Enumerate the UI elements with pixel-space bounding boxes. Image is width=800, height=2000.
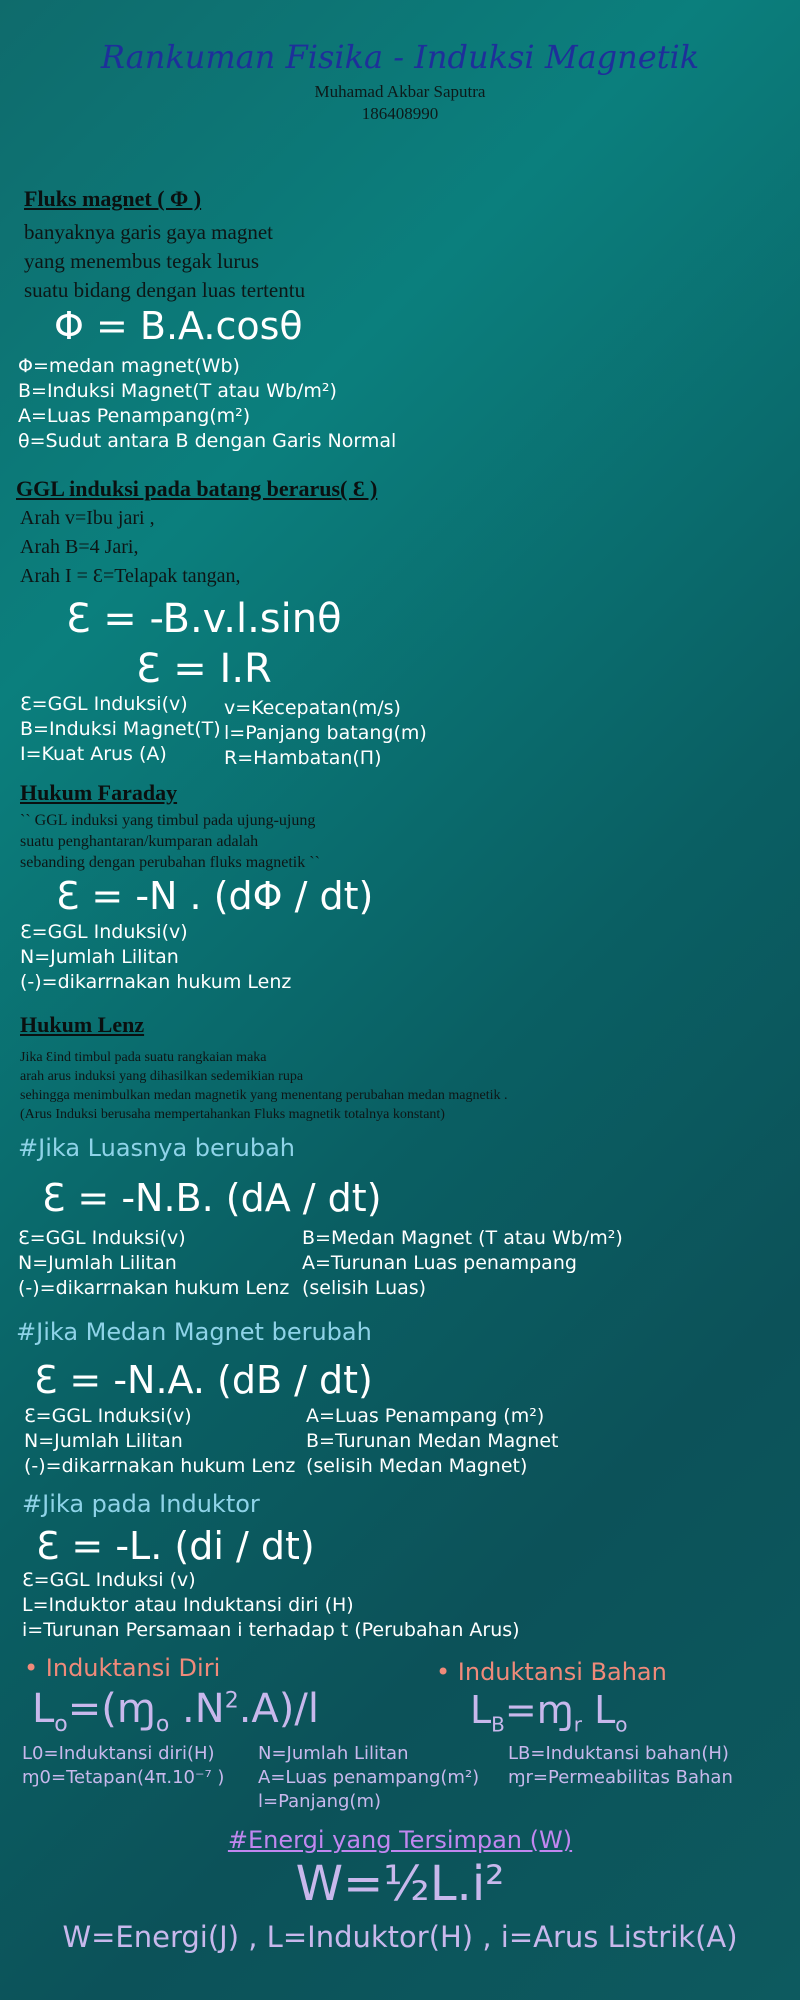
induktansi-diri-heading: • Induktansi Diri (24, 1654, 221, 1682)
induktansi-legend-col3 (508, 1742, 733, 1790)
ggl-legend-item: l=Panjang batang(m) (224, 722, 427, 744)
ggl-desc-line: Arah B=4 Jari, (20, 536, 139, 558)
faraday-desc-line: suatu penghantaran/kumparan adalah (20, 833, 259, 850)
induktansi-legend-item: ɱ0=Tetapan(4π.10⁻⁷ ) (22, 1767, 225, 1788)
ggl-desc-line: Arah I = Ɛ=Telapak tangan, (20, 565, 241, 587)
fluks-description (24, 218, 305, 305)
fluks-legend-item: θ=Sudut antara B dengan Garis Normal (18, 430, 397, 452)
luas-legend-item: (selisih Luas) (302, 1277, 427, 1299)
induktor-legend-item: i=Turunan Persamaan i terhadap t (Perubahan Arus) (22, 1619, 520, 1641)
lenz-desc-line: arah arus induksi yang dihasilkan sedemikian rupa (20, 1069, 304, 1084)
induktansi-legend-item: N=Jumlah Lilitan (258, 1743, 409, 1764)
luas-heading: #Jika Luasnya berubah (18, 1134, 296, 1162)
lenz-desc-line: sehingga menimbulkan medan magnetik yang menentang perubahan medan magnetik . (20, 1088, 508, 1103)
induktor-heading: #Jika pada Induktor (22, 1490, 260, 1518)
faraday-heading: Hukum Faraday (20, 780, 178, 805)
lenz-heading: Hukum Lenz (20, 1012, 145, 1037)
induktansi-legend-item: A=Luas penampang(m²) (258, 1767, 480, 1788)
ggl-desc-line: Arah v=Ibu jari , (20, 507, 155, 529)
page-title: Rankuman Fisika - Induksi Magnetik (100, 38, 700, 76)
fluks-desc-line: banyaknya garis gaya magnet (24, 220, 273, 244)
medan-heading: #Jika Medan Magnet berubah (16, 1318, 372, 1346)
ggl-description (20, 504, 241, 591)
luas-legend-right (302, 1226, 623, 1301)
induktansi-legend-item: ɱr=Permeabilitas Bahan (508, 1767, 733, 1788)
fluks-legend (18, 354, 396, 454)
faraday-description (20, 810, 320, 873)
ggl-legend-item: R=Hambatan(Π) (224, 747, 382, 769)
induktor-equation: Ɛ = -L. (di / dt) (36, 1524, 315, 1568)
lenz-description (20, 1048, 508, 1124)
fluks-heading: Fluks magnet ( Φ ) (24, 186, 202, 211)
induktansi-legend-col1 (22, 1742, 224, 1790)
medan-legend-item: B=Turunan Medan Magnet (306, 1430, 559, 1452)
luas-legend-item: Ɛ=GGL Induksi(v) (18, 1227, 186, 1249)
fluks-legend-item: B=Induksi Magnet(T atau Wb/m²) (18, 380, 337, 402)
faraday-legend (20, 920, 291, 995)
author-id: 186408990 (361, 104, 439, 123)
medan-equation: Ɛ = -N.A. (dB / dt) (34, 1358, 373, 1402)
luas-legend-item: N=Jumlah Lilitan (18, 1252, 177, 1274)
ggl-legend-item: v=Kecepatan(m/s) (224, 697, 401, 719)
fluks-desc-line: suatu bidang dengan luas tertentu (24, 278, 306, 302)
fluks-equation: Φ = B.A.cosθ (54, 304, 303, 348)
energi-heading: #Energi yang Tersimpan (W) (227, 1826, 573, 1854)
medan-legend-right (306, 1404, 558, 1479)
medan-legend-item: A=Luas Penampang (m²) (306, 1405, 545, 1427)
induktansi-legend-item: L0=Induktansi diri(H) (22, 1743, 215, 1764)
luas-legend-left (18, 1226, 289, 1301)
faraday-legend-item: N=Jumlah Lilitan (20, 946, 179, 968)
induktansi-bahan-formula: $L_B=ɱ_r$ $L_o$ (470, 1688, 628, 1737)
ggl-legend-item: Ɛ=GGL Induksi(v) (20, 693, 188, 715)
author-name: Muhamad Akbar Saputra (314, 82, 486, 101)
ggl-equation-1: Ɛ = -B.v.l.sinθ (66, 596, 342, 642)
luas-legend-item: (-)=dikarrnakan hukum Lenz (18, 1277, 290, 1299)
ggl-heading: GGL induksi pada batang berarus( Ɛ ) (16, 476, 378, 501)
energi-equation: W=½L.i² (295, 1856, 505, 1912)
medan-legend-item: (selisih Medan Magnet) (306, 1455, 528, 1477)
induktansi-diri-formula: $L_o=(ɱ_o$ $.N^2.A)/l$ (32, 1686, 319, 1737)
luas-legend-item: B=Medan Magnet (T atau Wb/m²) (302, 1227, 623, 1249)
ggl-equation-2: Ɛ = I.R (136, 646, 272, 692)
induktansi-legend-item: LB=Induktansi bahan(H) (508, 1743, 729, 1764)
medan-legend-item: N=Jumlah Lilitan (24, 1430, 183, 1452)
faraday-desc-line: `` GGL induksi yang timbul pada ujung-ujung (20, 812, 316, 829)
faraday-legend-item: (-)=dikarrnakan hukum Lenz (20, 971, 292, 993)
faraday-legend-item: Ɛ=GGL Induksi(v) (20, 921, 188, 943)
induktansi-legend-col2 (258, 1742, 479, 1814)
faraday-equation: Ɛ = -N . (dΦ / dt) (56, 874, 374, 918)
faraday-desc-line: sebanding dengan perubahan fluks magnetik `` (20, 854, 320, 871)
induktansi-legend-item: l=Panjang(m) (258, 1791, 382, 1812)
ggl-legend-item: I=Kuat Arus (A) (20, 743, 167, 765)
fluks-legend-item: A=Luas Penampang(m²) (18, 405, 251, 427)
induktor-legend-item: Ɛ=GGL Induksi (v) (22, 1569, 196, 1591)
ggl-legend-item: B=Induksi Magnet(T) (20, 718, 221, 740)
ggl-legend-left (20, 692, 221, 767)
induktor-legend-item: L=Induktor atau Induktansi diri (H) (22, 1594, 354, 1616)
fluks-desc-line: yang menembus tegak lurus (24, 249, 260, 273)
medan-legend-item: (-)=dikarrnakan hukum Lenz (24, 1455, 296, 1477)
fluks-legend-item: Φ=medan magnet(Wb) (18, 355, 240, 377)
medan-legend-left (24, 1404, 295, 1479)
ggl-legend-right (224, 696, 427, 771)
energi-legend: W=Energi(J) , L=Induktor(H) , i=Arus Listrik(A) (62, 1920, 738, 1954)
induktor-legend (22, 1568, 520, 1643)
luas-legend-item: A=Turunan Luas penampang (302, 1252, 577, 1274)
lenz-desc-line: Jika Ɛind timbul pada suatu rangkaian maka (20, 1050, 267, 1065)
luas-equation: Ɛ = -N.B. (dA / dt) (42, 1176, 382, 1220)
induktansi-bahan-heading: • Induktansi Bahan (436, 1658, 667, 1686)
medan-legend-item: Ɛ=GGL Induksi(v) (24, 1405, 192, 1427)
lenz-desc-line: (Arus Induksi berusaha mempertahankan Fluks magnetik totalnya konstant) (20, 1107, 445, 1122)
